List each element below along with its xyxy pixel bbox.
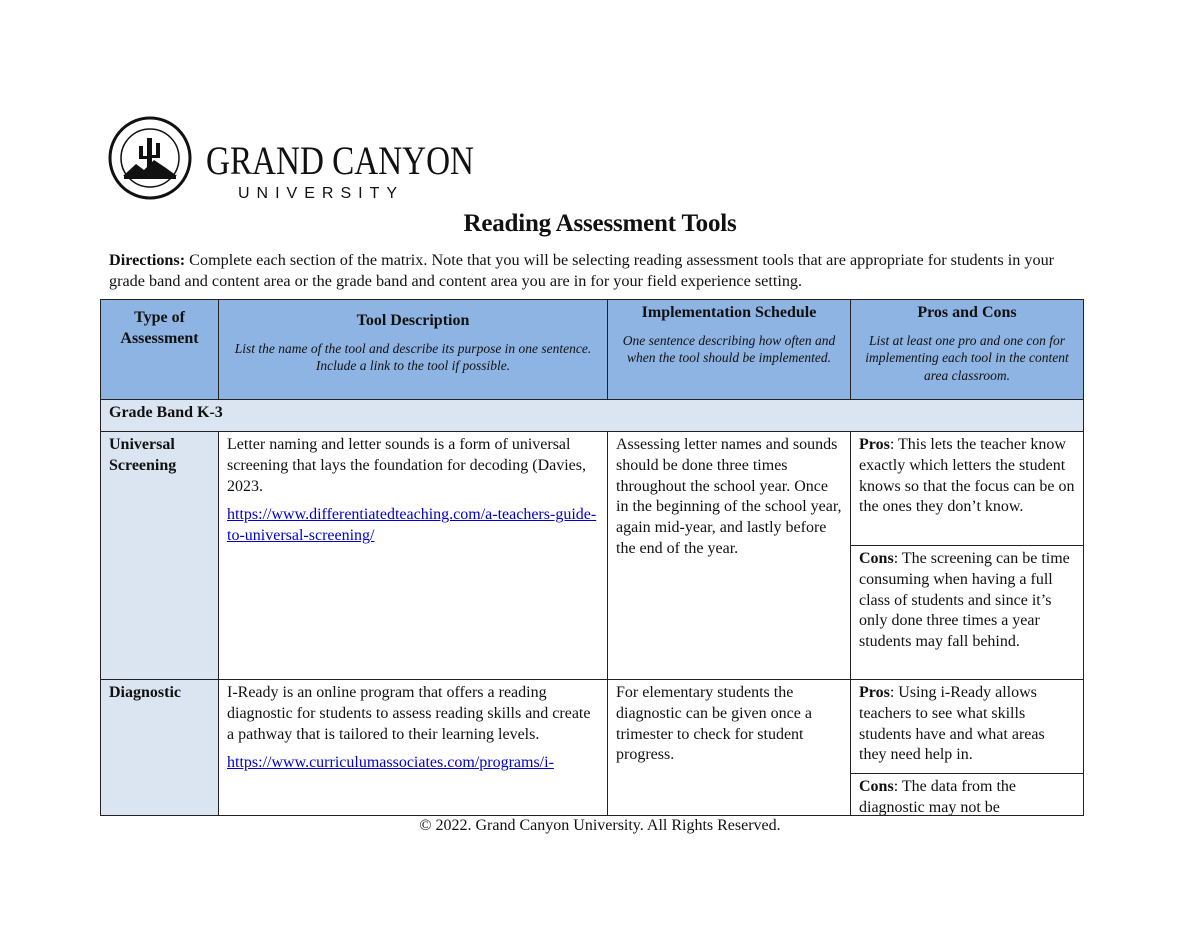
header-row <box>101 300 1084 400</box>
university-logo <box>108 116 488 202</box>
col-header-subtitle: List at least one pro and one con for implementing each tool in the content area classroom. <box>865 332 1069 383</box>
tool-description: Letter naming and letter sounds is a form of universal screening that lays the foundation for decoding (Davies, 2023. <box>227 436 586 495</box>
schedule-cell: Assessing letter names and sounds should be done three times throughout the school year. Once in the beginning of the school year, again mid-year, and lastly before the end of the year. <box>608 432 851 680</box>
col-header-title: Type of Assessment <box>120 309 199 347</box>
pros-cell <box>851 432 1084 546</box>
col-header-schedule <box>608 300 851 400</box>
col-header-title: Tool Description <box>356 312 470 329</box>
directions <box>109 250 1069 292</box>
schedule-cell: For elementary students the diagnostic can be given once a trimester to check for student progress. <box>608 680 851 816</box>
tool-description-cell <box>219 680 608 816</box>
col-header-description <box>219 300 608 400</box>
page-title: Reading Assessment Tools <box>463 210 737 237</box>
assessment-type: Diagnostic <box>101 680 219 816</box>
cons-cell <box>851 774 1084 816</box>
directions-text: Complete each section of the matrix. Note that you will be selecting reading assessment tools that are appropriate for students in your grade band and content area or the grade band and content area you are in for your field experience setting. <box>109 251 1055 290</box>
tool-description: I-Ready is an online program that offers a reading diagnostic for students to assess reading skills and create a pathway that is tailored to their learning levels. <box>227 684 591 743</box>
assessment-type: Universal Screening <box>101 432 219 680</box>
col-header-pros-cons <box>851 300 1084 400</box>
pros-label: Pros <box>859 684 890 701</box>
pros-label: Pros <box>859 436 890 453</box>
pros-cell <box>851 680 1084 774</box>
grade-band-row <box>101 400 1084 432</box>
directions-label: Directions: <box>109 251 186 269</box>
logo-line1: GRAND CANYON <box>206 138 474 183</box>
col-header-subtitle: One sentence describing how often and when the tool should be implemented. <box>622 332 836 366</box>
copyright-footer: © 2022. Grand Canyon University. All Rights Reserved. <box>419 817 781 834</box>
col-header-type <box>101 300 219 400</box>
cons-text: : The data from the diagnostic may not be <box>859 778 1017 816</box>
table-row <box>101 680 1084 774</box>
col-header-subtitle: List the name of the tool and describe its purpose in one sentence. Include a link to the tool if possible. <box>234 340 592 374</box>
assessment-matrix <box>100 299 1084 816</box>
tool-description-cell <box>219 432 608 680</box>
logo-line2: UNIVERSITY <box>238 185 405 202</box>
pros-text: : Using i-Ready allows teachers to see what skills students have and what areas they need help in. <box>859 684 1045 764</box>
tool-link[interactable]: https://www.curriculumassociates.com/programs/i- <box>227 754 554 772</box>
tool-link[interactable]: https://www.differentiatedteaching.com/a-teachers-guide-to-universal-screening/ <box>227 506 597 545</box>
col-header-title: Implementation Schedule <box>641 304 817 321</box>
university-seal-icon <box>110 118 190 198</box>
table-row <box>101 432 1084 546</box>
grade-band-label: Grade Band K-3 <box>101 400 1084 432</box>
cons-label: Cons <box>859 778 894 795</box>
col-header-title: Pros and Cons <box>917 304 1017 321</box>
cons-text: : The screening can be time consuming when having a full class of students and since it’s only done three times a year students may fall behind. <box>859 550 1070 651</box>
pros-text: : This lets the teacher know exactly which letters the student knows so that the focus can be on the ones they don’t know. <box>859 436 1075 516</box>
cons-cell <box>851 546 1084 680</box>
cons-label: Cons <box>859 550 894 567</box>
